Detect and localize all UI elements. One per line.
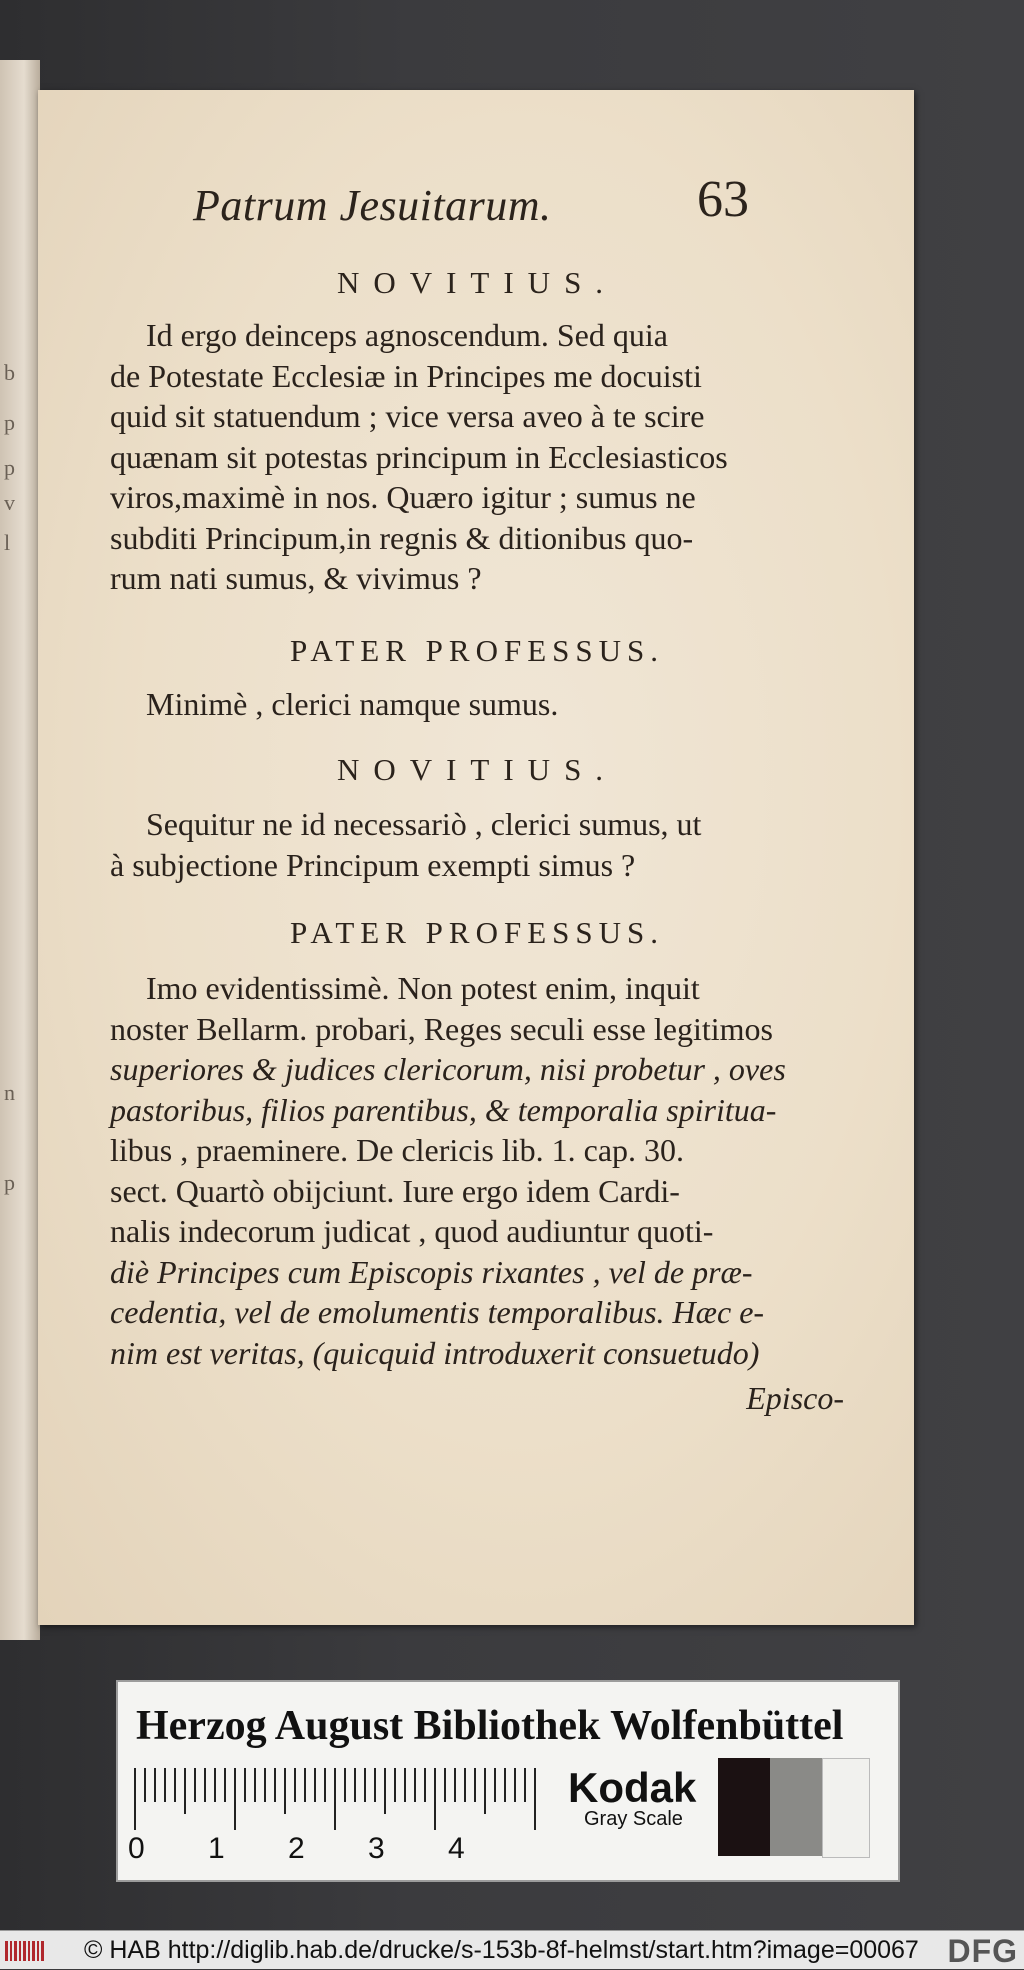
ruler-tick xyxy=(174,1768,176,1802)
ruler-tick xyxy=(384,1768,386,1814)
previous-page-edge: b p p v l n p xyxy=(0,60,40,1640)
library-name: Herzog August Bibliothek Wolfenbüttel xyxy=(136,1703,844,1749)
ruler-tick xyxy=(414,1768,416,1802)
text-line: Id ergo deinceps agnoscendum. Sed quia xyxy=(146,317,668,353)
text-line: Imo evidentissimè. Non potest enim, inquit xyxy=(146,970,700,1006)
ruler-tick xyxy=(224,1768,226,1802)
text-line: quænam sit potestas principum in Ecclesiasticos xyxy=(110,438,728,475)
catchword: Episco- xyxy=(746,1380,844,1416)
ruler-tick xyxy=(204,1768,206,1802)
black-patch xyxy=(718,1758,770,1856)
ruler-number: 2 xyxy=(288,1832,305,1865)
white-patch xyxy=(822,1758,870,1858)
ruler-tick xyxy=(354,1768,356,1802)
text-line: subditi Principum,in regnis & ditionibus quo- xyxy=(110,519,694,556)
ruler-number: 4 xyxy=(448,1832,465,1865)
speaker-heading: NOVITIUS. xyxy=(336,752,618,787)
text-line: rum nati sumus, & vivimus ? xyxy=(110,560,482,596)
text-line: de Potestate Ecclesiæ in Principes me docuisti xyxy=(110,357,702,394)
text-line: superiores & judices clericorum, nisi probetur , oves xyxy=(110,1051,786,1087)
ruler-tick xyxy=(394,1768,396,1802)
ruler-tick xyxy=(454,1768,456,1802)
ruler-tick xyxy=(304,1768,306,1802)
ruler-tick xyxy=(424,1768,426,1802)
ruler-tick xyxy=(234,1768,236,1830)
ruler-tick xyxy=(484,1768,486,1814)
ruler-tick xyxy=(324,1768,326,1802)
ruler-tick xyxy=(444,1768,446,1802)
ruler-tick xyxy=(514,1768,516,1802)
book-page xyxy=(38,90,914,1625)
text-line: diè Principes cum Episcopis rixantes , vel de præ- xyxy=(110,1253,753,1290)
text-line: libus , praeminere. De clericis lib. 1. cap. 30. xyxy=(110,1132,685,1168)
running-head: Patrum Jesuitarum. xyxy=(193,181,552,230)
gray-scale-label: Gray Scale xyxy=(584,1808,683,1830)
ruler-tick xyxy=(274,1768,276,1802)
ruler-tick xyxy=(404,1768,406,1802)
paragraph xyxy=(110,684,844,725)
page-body xyxy=(110,90,844,1625)
ruler-number: 3 xyxy=(368,1832,385,1865)
text-line: sect. Quartò obijciunt. Iure ergo idem Cardi- xyxy=(110,1172,680,1209)
text-line: pastoribus, filios parentibus, & temporalia spiritua- xyxy=(110,1091,777,1128)
ruler-tick xyxy=(164,1768,166,1802)
ruler-tick xyxy=(194,1768,196,1802)
ruler-tick xyxy=(214,1768,216,1802)
ruler-tick xyxy=(494,1768,496,1802)
ruler-number: 0 xyxy=(128,1832,145,1865)
text-line: à subjectione Principum exempti simus ? xyxy=(110,846,636,883)
dfg-logo: DFG xyxy=(947,1933,1018,1969)
text-line: noster Bellarm. probari, Reges seculi esse legitimos xyxy=(110,1010,773,1047)
speaker-heading: PATER PROFESSUS. xyxy=(290,633,664,668)
kodak-logo: Kodak xyxy=(568,1764,697,1811)
paragraph xyxy=(110,315,844,599)
text-line: quid sit statuendum ; vice versa aveo à te scire xyxy=(110,398,705,434)
ruler-tick xyxy=(464,1768,466,1802)
ruler-tick xyxy=(254,1768,256,1802)
text-line: viros,maximè in nos. Quæro igitur ; sumus ne xyxy=(110,479,696,515)
ruler-tick xyxy=(284,1768,286,1814)
paragraph xyxy=(110,804,844,885)
ruler-tick xyxy=(364,1768,366,1802)
ruler-tick xyxy=(334,1768,336,1830)
ruler xyxy=(134,1768,539,1832)
ruler-tick xyxy=(184,1768,186,1814)
ruler-tick xyxy=(504,1768,506,1802)
speaker-heading: PATER PROFESSUS. xyxy=(290,915,664,950)
ruler-tick xyxy=(524,1768,526,1802)
paragraph xyxy=(110,968,844,1373)
text-line: nalis indecorum judicat , quod audiuntur quoti- xyxy=(110,1213,714,1249)
text-line: nim est veritas, (quicquid introduxerit consuetudo) xyxy=(110,1334,760,1371)
ruler-number: 1 xyxy=(208,1832,225,1865)
color-calibration-bar xyxy=(116,1680,900,1882)
ruler-tick xyxy=(154,1768,156,1802)
ruler-tick xyxy=(264,1768,266,1802)
source-url: © HAB http://diglib.hab.de/drucke/s-153b-8f-helmst/start.htm?image=00067 xyxy=(84,1936,919,1964)
text-line: cedentia, vel de emolumentis temporalibus. Hæc e- xyxy=(110,1294,765,1330)
ruler-tick xyxy=(314,1768,316,1802)
hab-logo-icon xyxy=(4,1939,46,1963)
ruler-tick xyxy=(434,1768,436,1830)
text-line: Minimè , clerici namque sumus. xyxy=(146,686,559,722)
text-line: Sequitur ne id necessariò , clerici sumus, ut xyxy=(146,806,702,842)
page-number: 63 xyxy=(697,171,749,228)
ruler-tick xyxy=(294,1768,296,1802)
speaker-heading: NOVITIUS. xyxy=(336,265,618,300)
ruler-tick xyxy=(534,1768,536,1830)
ruler-tick xyxy=(344,1768,346,1802)
ruler-tick xyxy=(374,1768,376,1802)
ruler-tick xyxy=(474,1768,476,1802)
ruler-tick xyxy=(244,1768,246,1802)
ruler-tick xyxy=(144,1768,146,1802)
footer-bar xyxy=(0,1930,1024,1969)
ruler-tick xyxy=(134,1768,136,1830)
gray-patch xyxy=(770,1758,822,1856)
